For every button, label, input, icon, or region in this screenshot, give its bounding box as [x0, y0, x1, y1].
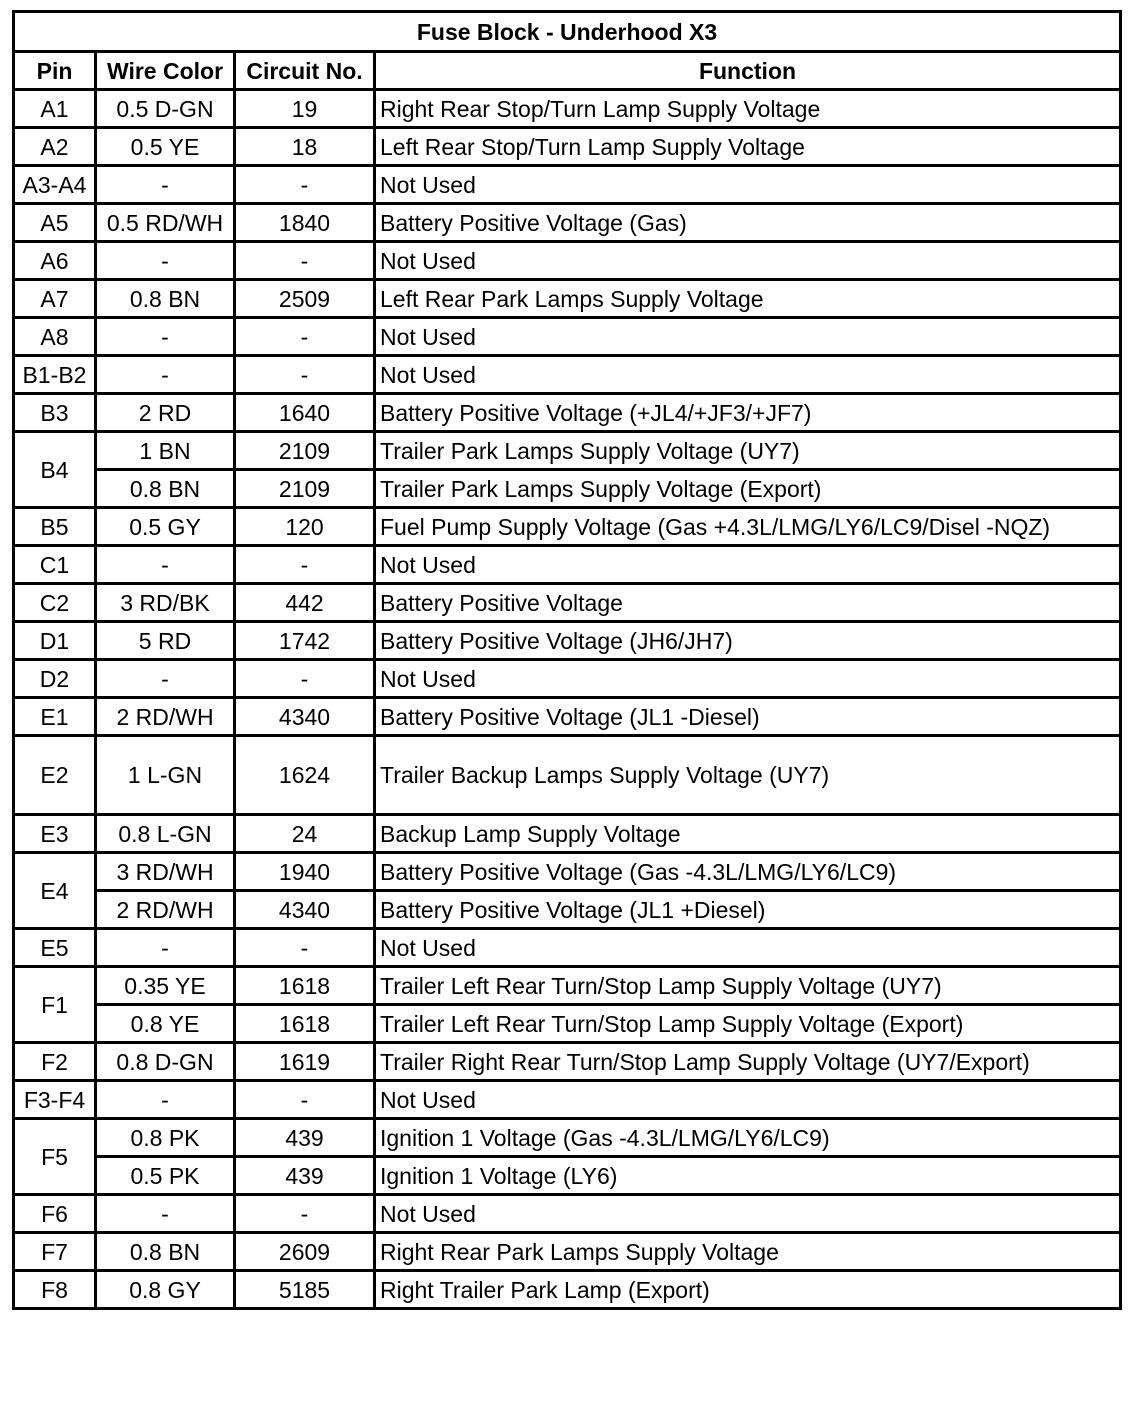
- function-cell: Battery Positive Voltage (Gas -4.3L/LMG/LY6/LC9): [375, 853, 1121, 891]
- table-row: [14, 1081, 1121, 1119]
- wire-color-cell: -: [96, 166, 235, 204]
- circuit-cell: 4340: [235, 891, 375, 929]
- wire-color-cell: 0.5 RD/WH: [96, 204, 235, 242]
- pin-cell: E2: [14, 736, 96, 815]
- wire-color-cell: 0.8 GY: [96, 1271, 235, 1309]
- circuit-cell: -: [235, 546, 375, 584]
- table-row: [14, 90, 1121, 128]
- function-cell: Not Used: [375, 546, 1121, 584]
- header-wire-color: Wire Color: [96, 52, 235, 90]
- function-cell: Not Used: [375, 929, 1121, 967]
- function-cell: Ignition 1 Voltage (Gas -4.3L/LMG/LY6/LC9): [375, 1119, 1121, 1157]
- function-cell: Right Rear Park Lamps Supply Voltage: [375, 1233, 1121, 1271]
- circuit-cell: 1618: [235, 1005, 375, 1043]
- circuit-cell: 439: [235, 1119, 375, 1157]
- pin-cell: E4: [14, 853, 96, 929]
- pin-cell: E1: [14, 698, 96, 736]
- table-row: [14, 1157, 1121, 1195]
- wire-color-cell: 2 RD: [96, 394, 235, 432]
- pin-cell: C1: [14, 546, 96, 584]
- wire-color-cell: -: [96, 1081, 235, 1119]
- function-cell: Trailer Park Lamps Supply Voltage (Export): [375, 470, 1121, 508]
- pin-cell: F7: [14, 1233, 96, 1271]
- function-cell: Trailer Park Lamps Supply Voltage (UY7): [375, 432, 1121, 470]
- wire-color-cell: -: [96, 318, 235, 356]
- pin-cell: F3-F4: [14, 1081, 96, 1119]
- function-cell: Not Used: [375, 1081, 1121, 1119]
- wire-color-cell: 0.8 BN: [96, 470, 235, 508]
- table-row: [14, 584, 1121, 622]
- wire-color-cell: 0.8 YE: [96, 1005, 235, 1043]
- table-row: [14, 1043, 1121, 1081]
- function-cell: Not Used: [375, 1195, 1121, 1233]
- table-row: [14, 1005, 1121, 1043]
- function-cell: Ignition 1 Voltage (LY6): [375, 1157, 1121, 1195]
- pin-cell: A3-A4: [14, 166, 96, 204]
- table-row: [14, 356, 1121, 394]
- title-row: [14, 12, 1121, 52]
- table-row: [14, 394, 1121, 432]
- pin-cell: F5: [14, 1119, 96, 1195]
- table-row: [14, 815, 1121, 853]
- wire-color-cell: 0.8 PK: [96, 1119, 235, 1157]
- table-row: [14, 1119, 1121, 1157]
- function-cell: Battery Positive Voltage: [375, 584, 1121, 622]
- table-row: [14, 1271, 1121, 1309]
- circuit-cell: 18: [235, 128, 375, 166]
- circuit-cell: 1742: [235, 622, 375, 660]
- wire-color-cell: 0.5 PK: [96, 1157, 235, 1195]
- function-cell: Not Used: [375, 166, 1121, 204]
- wire-color-cell: -: [96, 929, 235, 967]
- pin-cell: E5: [14, 929, 96, 967]
- circuit-cell: -: [235, 242, 375, 280]
- wire-color-cell: -: [96, 660, 235, 698]
- circuit-cell: 1840: [235, 204, 375, 242]
- table-row: [14, 546, 1121, 584]
- circuit-cell: 2109: [235, 432, 375, 470]
- function-cell: Fuel Pump Supply Voltage (Gas +4.3L/LMG/LY6/LC9/Disel -NQZ): [375, 508, 1121, 546]
- wire-color-cell: 0.8 BN: [96, 1233, 235, 1271]
- function-cell: Trailer Left Rear Turn/Stop Lamp Supply Voltage (UY7): [375, 967, 1121, 1005]
- circuit-cell: 439: [235, 1157, 375, 1195]
- wire-color-cell: 3 RD/WH: [96, 853, 235, 891]
- wire-color-cell: -: [96, 1195, 235, 1233]
- wire-color-cell: 0.8 BN: [96, 280, 235, 318]
- wire-color-cell: 5 RD: [96, 622, 235, 660]
- function-cell: Not Used: [375, 356, 1121, 394]
- circuit-cell: 24: [235, 815, 375, 853]
- pin-cell: A1: [14, 90, 96, 128]
- circuit-cell: 2109: [235, 470, 375, 508]
- function-cell: Not Used: [375, 660, 1121, 698]
- table-row: [14, 128, 1121, 166]
- pin-cell: F6: [14, 1195, 96, 1233]
- circuit-cell: 1624: [235, 736, 375, 815]
- circuit-cell: -: [235, 929, 375, 967]
- circuit-cell: 1619: [235, 1043, 375, 1081]
- function-cell: Battery Positive Voltage (JH6/JH7): [375, 622, 1121, 660]
- function-cell: Not Used: [375, 318, 1121, 356]
- pin-cell: D1: [14, 622, 96, 660]
- function-cell: Not Used: [375, 242, 1121, 280]
- wire-color-cell: 3 RD/BK: [96, 584, 235, 622]
- table-row: [14, 242, 1121, 280]
- circuit-cell: -: [235, 660, 375, 698]
- pin-cell: E3: [14, 815, 96, 853]
- function-cell: Battery Positive Voltage (JL1 +Diesel): [375, 891, 1121, 929]
- wire-color-cell: 0.5 GY: [96, 508, 235, 546]
- wire-color-cell: -: [96, 546, 235, 584]
- table-row: [14, 967, 1121, 1005]
- circuit-cell: 19: [235, 90, 375, 128]
- circuit-cell: -: [235, 318, 375, 356]
- function-cell: Battery Positive Voltage (+JL4/+JF3/+JF7): [375, 394, 1121, 432]
- circuit-cell: -: [235, 1195, 375, 1233]
- table-row: [14, 318, 1121, 356]
- function-cell: Trailer Right Rear Turn/Stop Lamp Supply Voltage (UY7/Export): [375, 1043, 1121, 1081]
- table-row: [14, 853, 1121, 891]
- table-row: [14, 166, 1121, 204]
- circuit-cell: 442: [235, 584, 375, 622]
- wire-color-cell: 0.5 D-GN: [96, 90, 235, 128]
- wire-color-cell: 2 RD/WH: [96, 891, 235, 929]
- pin-cell: A7: [14, 280, 96, 318]
- table-row: [14, 736, 1121, 815]
- circuit-cell: -: [235, 166, 375, 204]
- wire-color-cell: -: [96, 242, 235, 280]
- table-row: [14, 660, 1121, 698]
- pin-cell: B5: [14, 508, 96, 546]
- table-row: [14, 508, 1121, 546]
- table-row: [14, 698, 1121, 736]
- pin-cell: B4: [14, 432, 96, 508]
- function-cell: Left Rear Stop/Turn Lamp Supply Voltage: [375, 128, 1121, 166]
- circuit-cell: 2609: [235, 1233, 375, 1271]
- pin-cell: A5: [14, 204, 96, 242]
- table-row: [14, 891, 1121, 929]
- header-function: Function: [375, 52, 1121, 90]
- wire-color-cell: 0.35 YE: [96, 967, 235, 1005]
- circuit-cell: 1618: [235, 967, 375, 1005]
- wire-color-cell: 1 BN: [96, 432, 235, 470]
- table-row: [14, 1195, 1121, 1233]
- circuit-cell: 5185: [235, 1271, 375, 1309]
- wire-color-cell: -: [96, 356, 235, 394]
- pin-cell: C2: [14, 584, 96, 622]
- function-cell: Trailer Backup Lamps Supply Voltage (UY7): [375, 736, 1121, 815]
- circuit-cell: 1940: [235, 853, 375, 891]
- pin-cell: A2: [14, 128, 96, 166]
- pin-cell: F8: [14, 1271, 96, 1309]
- function-cell: Backup Lamp Supply Voltage: [375, 815, 1121, 853]
- table-row: [14, 204, 1121, 242]
- circuit-cell: 120: [235, 508, 375, 546]
- wire-color-cell: 1 L-GN: [96, 736, 235, 815]
- wire-color-cell: 0.8 L-GN: [96, 815, 235, 853]
- circuit-cell: -: [235, 356, 375, 394]
- table-title: Fuse Block - Underhood X3: [14, 12, 1121, 52]
- table-row: [14, 280, 1121, 318]
- circuit-cell: 1640: [235, 394, 375, 432]
- circuit-cell: -: [235, 1081, 375, 1119]
- function-cell: Right Trailer Park Lamp (Export): [375, 1271, 1121, 1309]
- wire-color-cell: 0.8 D-GN: [96, 1043, 235, 1081]
- fuse-block-pinout-table: [12, 10, 1122, 1310]
- table-row: [14, 432, 1121, 470]
- header-row: [14, 52, 1121, 90]
- pin-cell: A6: [14, 242, 96, 280]
- function-cell: Battery Positive Voltage (JL1 -Diesel): [375, 698, 1121, 736]
- table-row: [14, 1233, 1121, 1271]
- table-row: [14, 622, 1121, 660]
- wire-color-cell: 0.5 YE: [96, 128, 235, 166]
- header-pin: Pin: [14, 52, 96, 90]
- pin-cell: F2: [14, 1043, 96, 1081]
- pin-cell: B3: [14, 394, 96, 432]
- pin-cell: D2: [14, 660, 96, 698]
- pin-cell: F1: [14, 967, 96, 1043]
- pin-cell: B1-B2: [14, 356, 96, 394]
- header-circuit-no: Circuit No.: [235, 52, 375, 90]
- circuit-cell: 4340: [235, 698, 375, 736]
- function-cell: Battery Positive Voltage (Gas): [375, 204, 1121, 242]
- table-row: [14, 470, 1121, 508]
- wire-color-cell: 2 RD/WH: [96, 698, 235, 736]
- circuit-cell: 2509: [235, 280, 375, 318]
- function-cell: Trailer Left Rear Turn/Stop Lamp Supply Voltage (Export): [375, 1005, 1121, 1043]
- function-cell: Right Rear Stop/Turn Lamp Supply Voltage: [375, 90, 1121, 128]
- function-cell: Left Rear Park Lamps Supply Voltage: [375, 280, 1121, 318]
- pin-cell: A8: [14, 318, 96, 356]
- table-row: [14, 929, 1121, 967]
